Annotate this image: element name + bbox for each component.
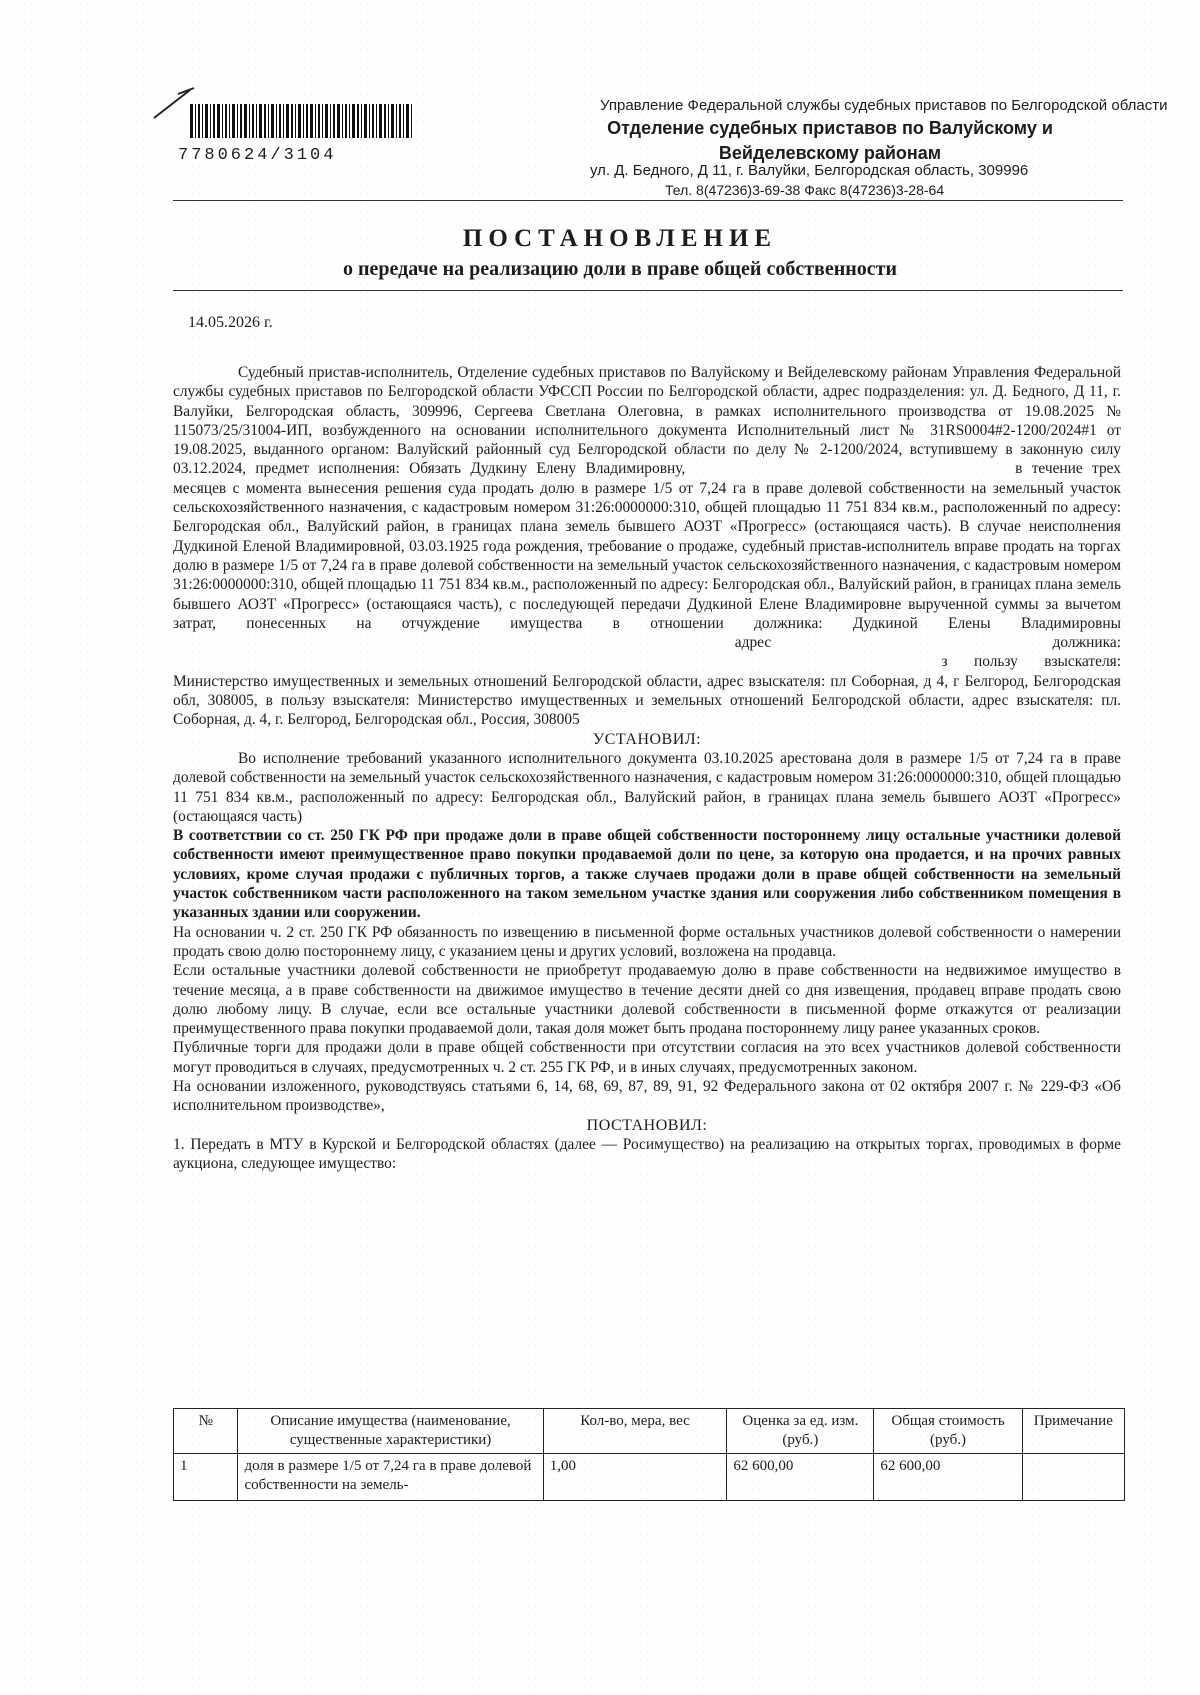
agency-name: Управление Федеральной службы судебных приставов по Белгородской области [600, 97, 1168, 114]
redacted-area [173, 652, 915, 671]
resolved-point-1: 1. Передать в МТУ в Курской и Белгородской областях (далее — Росимущество) на реализацию на открытых торгах, проводимых в форме аукциона, следующее имущество: [173, 1135, 1121, 1173]
document-body [173, 363, 1121, 1173]
established-paragraph: Во исполнение требований указанного исполнительного документа 03.10.2025 арестована доля в размере 1/5 от 7,24 га в праве долевой собственности на земельный участок сельскохозяйственного назначения, с кадастровым номером 31:26:0000000:310, общей площадью 11 751 834 кв.м., расположенный по адресу: Белгородская обл., Валуйский район, в границах плана земель бывшего АОЗТ «Прогресс» (остающаяся часть) [173, 749, 1121, 825]
cell-description: доля в размере 1/5 от 7,24 га в праве долевой собственности на земель- [238, 1454, 543, 1501]
cell-number: 1 [174, 1454, 238, 1501]
cell-total: 62 600,00 [874, 1454, 1022, 1501]
established-heading: УСТАНОВИЛ: [592, 730, 702, 748]
established-paragraph: На основании ч. 2 ст. 250 ГК РФ обязанность по извещению в письменной форме остальных участников долевой собственности о намерении продать свою долю постороннему лицу, с указанием цены и других условий, возложена на продавца. [173, 923, 1121, 960]
intro-paragraph [173, 363, 1121, 730]
cell-unit-price: 62 600,00 [727, 1454, 874, 1501]
title-divider [173, 290, 1123, 291]
header-description: Описание имущества (наименование, существенные характеристики) [238, 1409, 543, 1454]
document-title: ПОСТАНОВЛЕНИЕ [462, 225, 778, 252]
intro-part2: в течение трех месяцев с момента вынесения решения суда продать долю в размере 1/5 от 7,24 га в праве долевой собственности на земельный участок сельскохозяйственного назначения, с кадастровым номером 31:26:0000000:310, общей площадью 11 751 834 кв.м., расположенный по адресу: Белгородская обл., Валуйский район, в границах плана земель бывшего АОЗТ «Прогресс» (остающаяся часть). В случае неисполнения Дудкиной Еленой Владимировной, 03.03.1925 года рождения, требование о продаже, судебный пристав-исполнитель вправе продать на торгах долю в размере 1/5 от 7,24 га в праве долевой собственности на земельный участок сельскохозяйственного назначения, с кадастровым номером 31:26:0000000:310, общей площадью 11 751 834 кв.м., расположенный по адресу: Белгородская обл., Валуйский район, в границах плана земель бывшего АОЗТ «Прогресс» (остающаяся часть), с последующей передачи Дудкиной Елене Владимировне вырученной суммы за вычетом затрат, понесенных на отчуждение имущества в отношении должника: Дудкиной Елены Владимировны [173, 460, 1121, 632]
cell-quantity: 1,00 [543, 1454, 727, 1501]
table-row [174, 1454, 1125, 1501]
department-name: Отделение судебных приставов по Валуйскому и Вейделевскому районам [607, 118, 1053, 163]
established-paragraph: На основании изложенного, руководствуясь статьями 6, 14, 68, 69, 87, 89, 91, 92 Федерального закона от 02 октября 2007 г. № 229-ФЗ «Об исполнительном производстве», [173, 1077, 1121, 1115]
intro-part3: адрес должника: [734, 634, 1121, 652]
assets-table [173, 1408, 1125, 1501]
resolved-heading: ПОСТАНОВИЛ: [586, 1116, 708, 1134]
established-paragraph: Публичные торги для продажи доли в праве общей собственности при отсутствии согласия на это всех участников долевой собственности могут проводиться в случаях, предусмотренных ч. 2 ст. 255 ГК РФ, и в иных случаях, предусмотренных законом. [173, 1039, 1121, 1076]
header-total: Общая стоимость (руб.) [874, 1409, 1022, 1454]
redacted-area [695, 459, 1006, 478]
established-paragraph: Если остальные участники долевой собственности не приобретут продаваемую долю в праве собственности на недвижимое имущество в течение месяца, а в праве собственности на движимое имущество в течение десяти дней со дня извещения, продавец вправе продать свою долю любому лицу. В случае, если все остальные участники долевой собственности в письменной форме откажутся от реализации преимущественного права покупки продаваемой доли, такая доля может быть продана постороннему лицу ранее указанных сроков. [173, 962, 1121, 1038]
established-paragraph: В соответствии со ст. 250 ГК РФ при продаже доли в праве общей собственности постороннему лицу остальные участники долевой собственности имеют преимущественное право покупки продаваемой доли по цене, за которую она продается, и на прочих равных условиях, кроме случая продажи с публичных торгов, а также случаев продажи доли в праве общей собственности на земельный участок собственником части расположенного на таком земельном участке здания или сооружения либо собственником помещения в указанных здании или сооружении. [173, 827, 1121, 922]
document-date: 14.05.2026 г. [188, 314, 273, 331]
document-subtitle: о передаче на реализацию доли в праве общей собственности [343, 258, 897, 280]
cell-note [1022, 1454, 1124, 1501]
header-quantity: Кол-во, мера, вес [543, 1409, 727, 1454]
barcode-number: 7780624/3104 [178, 146, 337, 165]
header-note: Примечание [1022, 1409, 1124, 1454]
intro-part4: з пользу взыскателя: Министерство имущественных и земельных отношений Белгородской области, адрес взыскателя: пл Соборная, д 4, г Белгород, Белгородская обл, 308005, в пользу взыскателя: Министерство имущественных и земельных отношений Белгородской области, адрес взыскателя: пл. Соборная, д. 4, г. Белгород, Белгородская обл., Россия, 308005 [173, 653, 1121, 729]
department-address: ул. Д. Бедного, Д 11, г. Валуйки, Белгородская область, 309996 [590, 162, 1029, 179]
header-divider [173, 200, 1123, 201]
department-phone: Тел. 8(47236)3-69-38 Факс 8(47236)3-28-64 [665, 182, 945, 198]
header-number: № [174, 1409, 238, 1454]
table-header-row [174, 1409, 1125, 1454]
redacted-area [173, 633, 453, 652]
barcode-image [190, 104, 412, 138]
intro-part1: Судебный пристав-исполнитель, Отделение судебных приставов по Валуйскому и Вейделевскому районам Управления Федеральной службы судебных приставов по Белгородской области УФССП России по Белгородской области, адрес подразделения: ул. Д. Бедного, Д 11, г. Валуйки, Белгородская область, 309996, Сергеева Светлана Олеговна, в рамках исполнительного производства от 19.08.2025 № 115073/25/31004-ИП, возбужденного на основании исполнительного документа Исполнительный лист № 31RS0004#2-1200/2024#1 от 19.08.2025, выданного органом: Валуйский районный суд Белгородской области по делу № 2-1200/2024, вступившему в законную силу 03.12.2024, предмет исполнения: Обязать Дудкину Елену Владимировну, [173, 364, 1121, 478]
header-unit-price: Оценка за ед. изм. (руб.) [727, 1409, 874, 1454]
